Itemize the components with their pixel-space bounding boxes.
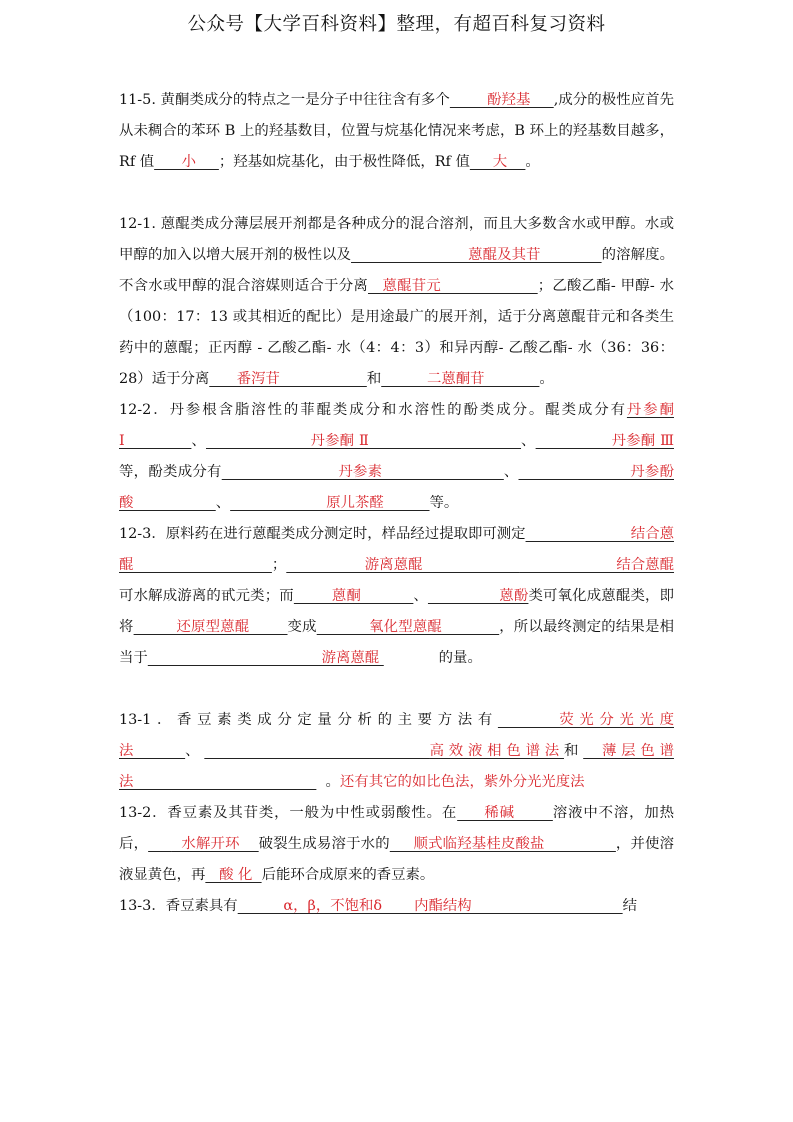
separator: 、	[215, 495, 231, 511]
question-text: 后能环合成原来的香豆素。	[261, 867, 435, 883]
question-text: 。	[525, 154, 540, 170]
separator: ；	[271, 557, 287, 573]
answer-blank: 酚羟基	[449, 92, 554, 108]
separator: 、	[503, 464, 519, 480]
answer-blank	[204, 743, 429, 759]
question-text: ；羟基如烷基化，由于极性降低，Rf 值	[218, 154, 470, 170]
question-text: 。	[539, 371, 554, 387]
answer-blank: 氧化型蒽醌	[316, 619, 500, 635]
question-text: 破裂生成易溶于水的	[258, 836, 390, 852]
question-12-3	[119, 519, 674, 674]
question-text: 13-3．香豆素具有	[119, 898, 238, 914]
separator: 、	[185, 743, 205, 759]
separator: 、	[521, 433, 536, 449]
answer-blank: 水解开环	[171, 836, 259, 852]
question-11-5	[119, 85, 674, 178]
answer-blank: 番泻苷	[209, 371, 367, 387]
question-text: 。	[316, 774, 340, 790]
question-text: 溶液中不溶，加热后，	[119, 805, 674, 852]
answer-blank: 丹参酮 Ⅲ	[535, 433, 674, 449]
answer-blank: 蒽醌苷元	[368, 278, 538, 294]
question-13-2	[119, 798, 674, 891]
question-13-1	[119, 705, 674, 798]
question-text: 的量。	[383, 650, 482, 666]
answer-blank	[148, 836, 172, 852]
separator: 、	[413, 588, 428, 604]
answer-blank: 还原型蒽醌	[133, 619, 288, 635]
question-text: 结	[622, 898, 638, 914]
answer-blank: 原儿茶醛	[230, 495, 430, 511]
question-text: 变成	[287, 619, 317, 635]
answer-blank: 荧光分光光度法	[119, 712, 674, 759]
question-text: ；乙酸乙酯- 甲醇- 水（100：17：13 或其相近的配比）是用途最广的展开剂，适于分离蒽醌苷元和各类生药中的蒽醌；正丙醇 - 乙酸乙酯- 水（4：4：3）和异丙醇- 乙酸乙酯- 水（36：36：28）适于分离	[119, 278, 674, 387]
question-12-2	[119, 395, 674, 519]
question-text: 和	[366, 371, 382, 387]
answer-blank: 大	[469, 154, 526, 170]
document-body	[119, 85, 674, 922]
spacer	[119, 674, 674, 705]
question-text: ，所以最终测定的结果是相当于	[119, 619, 674, 666]
answer-blank: α，β，不饱和δ 内酯结构	[237, 898, 623, 914]
question-text: 和	[563, 743, 584, 759]
question-text: ，并使溶液显黄色，再	[119, 836, 674, 883]
answer-blank: 顺式临羟基桂皮酸盐	[389, 836, 616, 852]
question-text: ,成分的极性应首先从未稠合的苯环 B 上的羟基数目，位置与烷基化情况来考虑，B 环上的羟基数目越多，Rf 值	[119, 92, 675, 170]
question-text: 12-3．原料药在进行蒽醌类成分测定时，样品经过提取即可测定	[119, 526, 526, 542]
question-text: 13-1．香豆素类成分定量分析的主要方法有	[119, 712, 498, 728]
answer-blank: 游离蒽醌	[147, 650, 384, 666]
question-text: 等。	[429, 495, 459, 511]
answer-blank: 丹参酚酸	[119, 464, 674, 511]
answer-blank: 二蒽酮苷	[381, 371, 540, 387]
answer-blank: 蒽酮	[293, 588, 414, 604]
question-13-3	[119, 891, 674, 922]
answer-blank: 结合蒽醌	[519, 557, 675, 573]
answer-note: 还有其它的如比色法，紫外分光光度法	[339, 774, 585, 790]
answer-blank: 丹参酮 Ⅰ	[119, 402, 674, 449]
answer-blank: 酸 化	[205, 867, 262, 883]
question-text: 12-1. 蒽醌类成分薄层展开剂都是各种成分的混合溶剂，而且大多数含水或甲醇。水或甲醇的加入以增大展开剂的极性以及	[119, 216, 674, 263]
question-text: 类可氧化成蒽醌类，即将	[119, 588, 674, 635]
answer-blank: 丹参酮 Ⅱ	[205, 433, 522, 449]
question-text: 13-2．香豆素及其苷类，一般为中性或弱酸性。在	[119, 805, 458, 821]
answer-blank: 薄层色谱法	[119, 743, 674, 790]
answer-blank: 蒽酚	[427, 588, 529, 604]
question-text: 等，酚类成分有	[119, 464, 222, 480]
separator: 、	[191, 433, 206, 449]
question-12-1	[119, 209, 674, 395]
answer-blank: 高效液相色谱法	[429, 743, 564, 759]
answer-blank: 稀碱	[457, 805, 553, 821]
answer-blank: 蒽醌及其苷	[351, 247, 602, 263]
answer-blank: 丹参素	[221, 464, 504, 480]
spacer	[119, 178, 674, 209]
answer-blank: 结合蒽醌	[119, 526, 674, 573]
question-text: 12-2．丹参根含脂溶性的菲醌类成分和水溶性的酚类成分。醌类成分有	[119, 402, 627, 418]
answer-blank: 小	[154, 154, 219, 170]
page-header: 公众号【大学百科资料】整理，有超百科复习资料	[187, 14, 606, 35]
answer-blank: 游离蒽醌	[286, 557, 520, 573]
question-text: 11-5. 黄酮类成分的特点之一是分子中往往含有多个	[119, 92, 450, 108]
question-text: 的溶解度。不含水或甲醇的混合溶媒则适合于分离	[119, 247, 674, 294]
question-text: 可水解成游离的甙元类；而	[119, 588, 294, 604]
